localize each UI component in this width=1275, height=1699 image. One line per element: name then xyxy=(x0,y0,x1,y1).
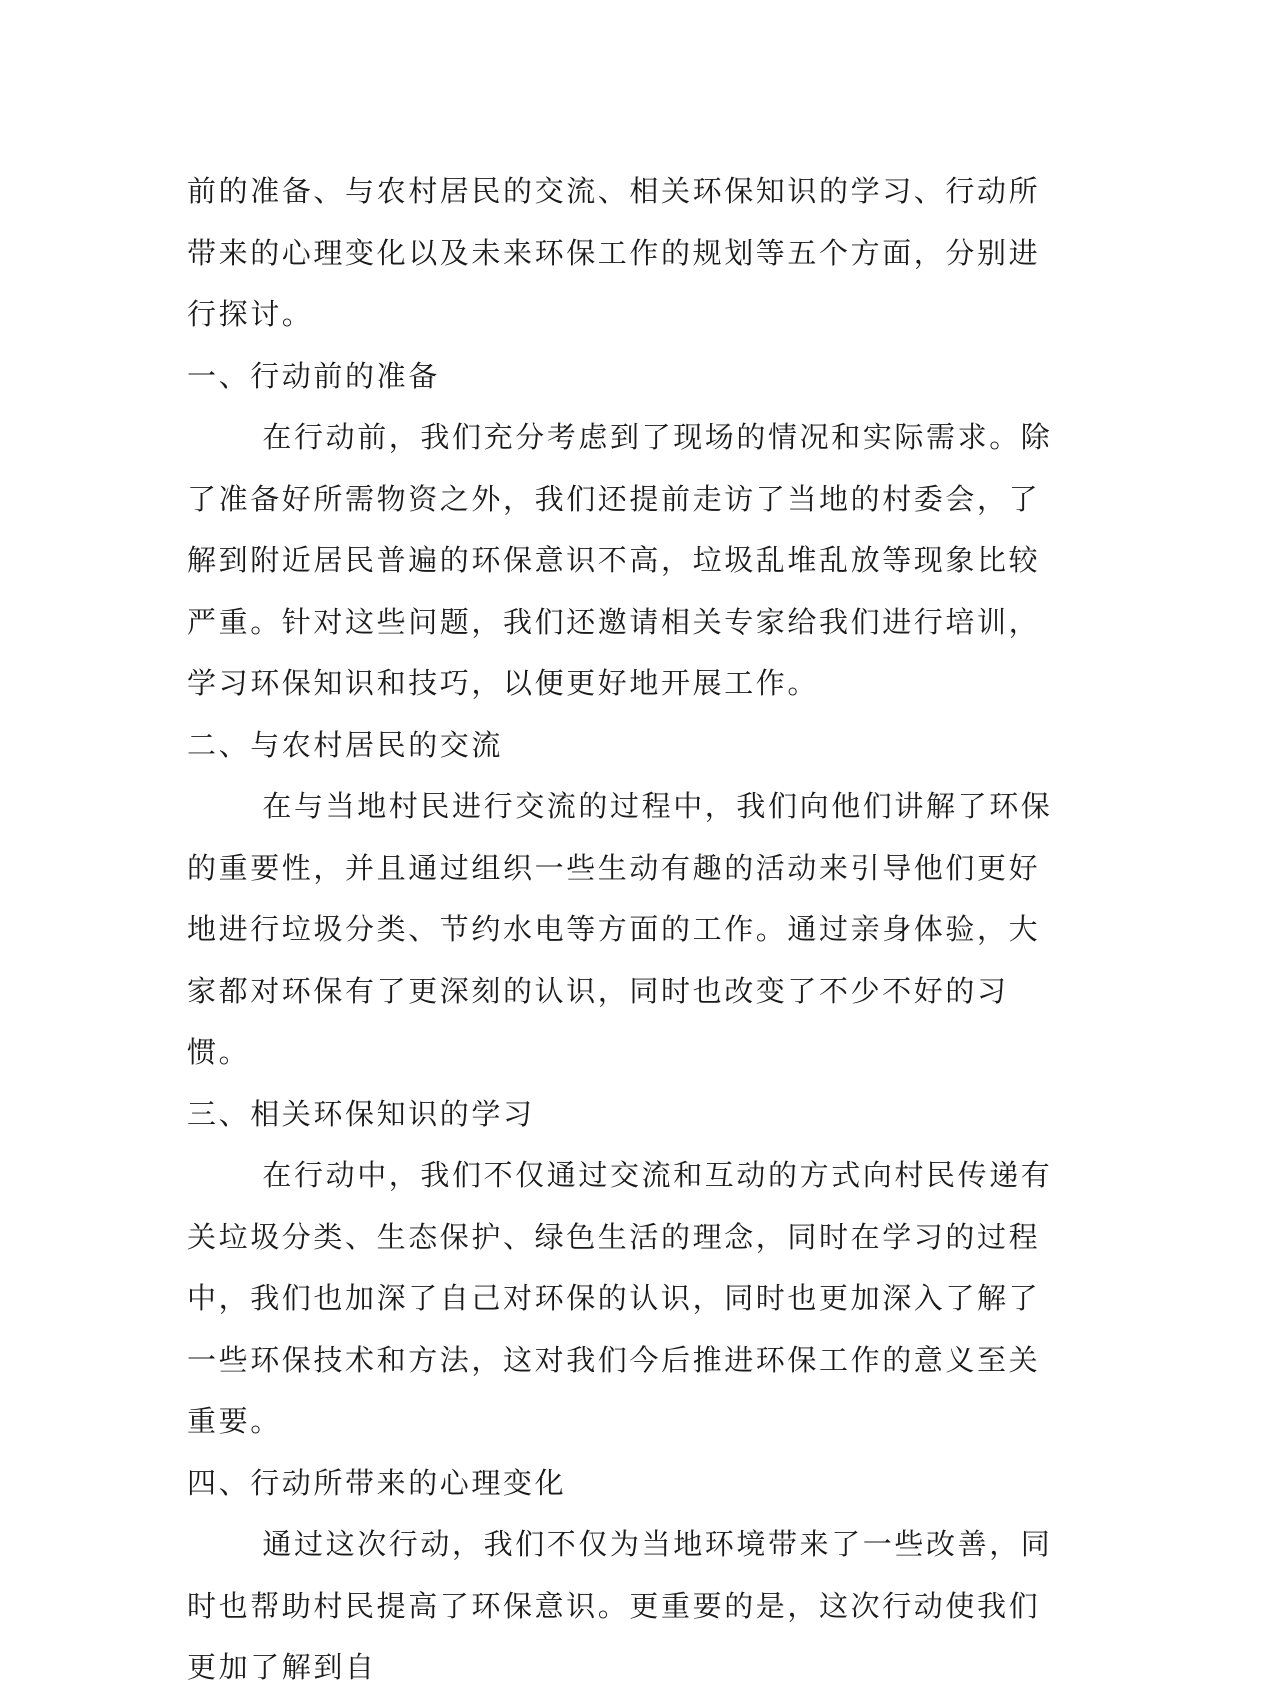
section-paragraph-2: 在与当地村民进行交流的过程中，我们向他们讲解了环保的重要性，并且通过组织一些生动有趣的活动来引导他们更好地进行垃圾分类、节约水电等方面的工作。通过亲身体验，大家都对环保有了更深刻的认识，同时也改变了不少不好的习惯。 xyxy=(187,789,1053,1069)
section-paragraph-4: 通过这次行动，我们不仅为当地环境带来了一些改善，同时也帮助村民提高了环保意识。更重要的是，这次行动使我们更加了解到自 xyxy=(187,1527,1053,1684)
section-heading-2: 二、与农村居民的交流 xyxy=(187,727,504,762)
intro-paragraph: 前的准备、与农村居民的交流、相关环保知识的学习、行动所带来的心理变化以及未来环保工作的规划等五个方面，分别进行探讨。 xyxy=(187,174,1041,331)
section-paragraph-1: 在行动前，我们充分考虑到了现场的情况和实际需求。除了准备好所需物资之外，我们还提前走访了当地的村委会，了解到附近居民普遍的环保意识不高，垃圾乱堆乱放等现象比较严重。针对这些问题，我们还邀请相关专家给我们进行培训，学习环保知识和技巧，以便更好地开展工作。 xyxy=(187,420,1053,700)
section-paragraph-3: 在行动中，我们不仅通过交流和互动的方式向村民传递有关垃圾分类、生态保护、绿色生活的理念，同时在学习的过程中，我们也加深了自己对环保的认识，同时也更加深入了解了一些环保技术和方法，这对我们今后推进环保工作的意义至关重要。 xyxy=(187,1158,1053,1438)
document-body xyxy=(187,161,1067,1699)
section-heading-3: 三、相关环保知识的学习 xyxy=(187,1096,535,1131)
section-heading-1: 一、行动前的准备 xyxy=(187,358,440,393)
section-heading-4: 四、行动所带来的心理变化 xyxy=(187,1465,567,1500)
